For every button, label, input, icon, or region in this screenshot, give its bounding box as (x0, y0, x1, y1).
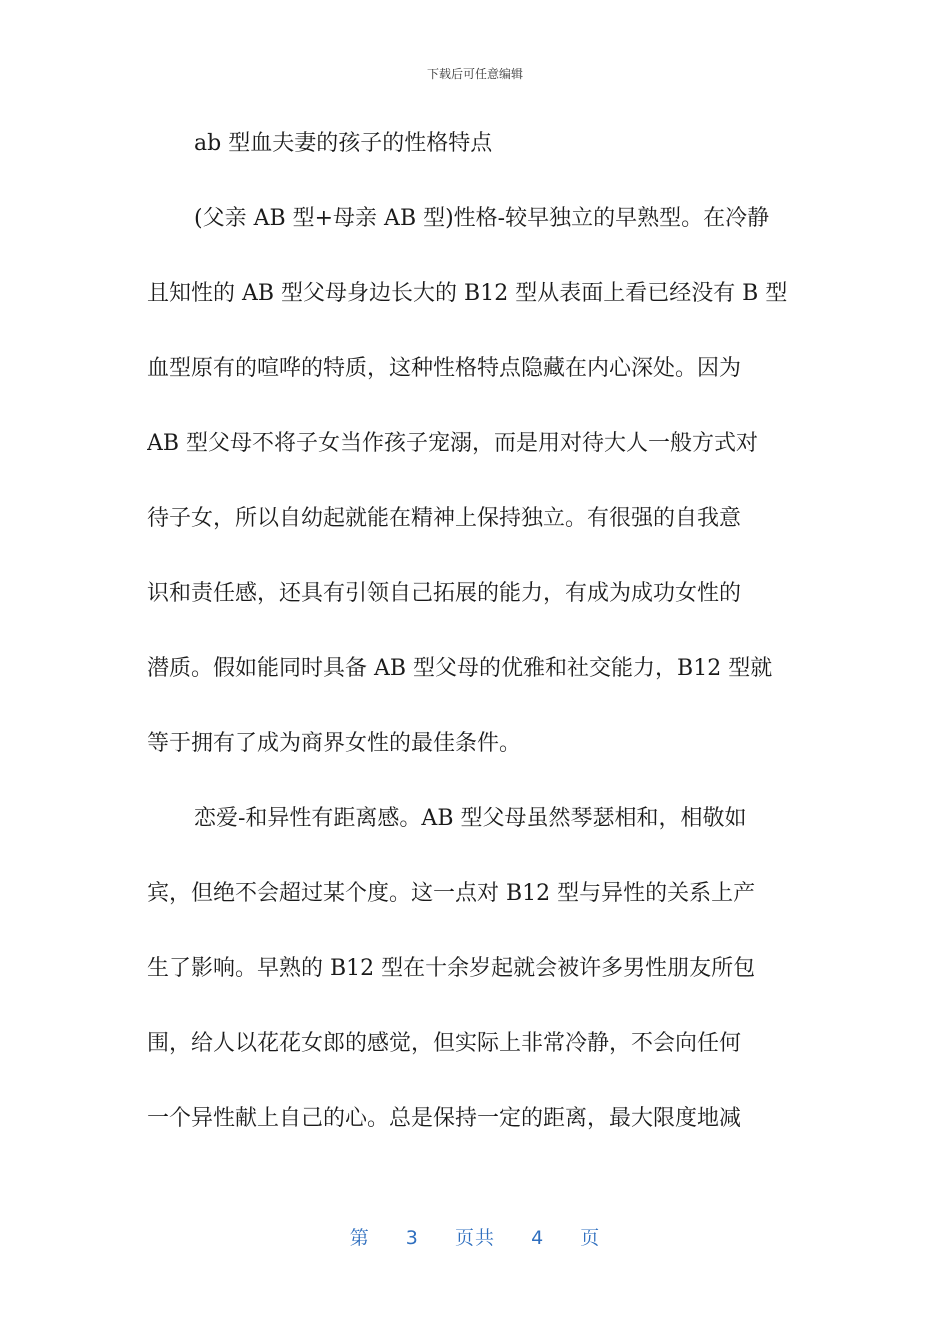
paragraph-1-line: (父亲 AB 型+母亲 AB 型)性格-较早独立的早熟型。在冷静 (194, 206, 770, 231)
paragraph-1-line: 等于拥有了成为商界女性的最佳条件。 (147, 731, 522, 756)
current-page-number: 3 (405, 1227, 419, 1249)
page-prefix: 第 (349, 1227, 370, 1249)
paragraph-1-line: AB 型父母不将子女当作孩子宠溺，而是用对待大人一般方式对 (147, 431, 759, 456)
page-header-note: 下载后可任意编辑 (426, 67, 523, 81)
document-body (147, 118, 797, 1168)
total-pages-number: 4 (531, 1227, 545, 1249)
page-word: 页共 (454, 1227, 495, 1249)
paragraph-1-line: 且知性的 AB 型父母身边长大的 B12 型从表面上看已经没有 B 型 (147, 281, 788, 306)
paragraph-1-line: 待子女，所以自幼起就能在精神上保持独立。有很强的自我意 (147, 506, 742, 531)
page-number-footer (0, 1224, 950, 1252)
paragraph-2-line: 恋爱-和异性有距离感。AB 型父母虽然琴瑟相和，相敬如 (194, 806, 747, 831)
paragraph-2-line: 一个异性献上自己的心。总是保持一定的距离，最大限度地减 (147, 1106, 742, 1131)
document-title: ab 型血夫妻的孩子的性格特点 (194, 131, 493, 156)
paragraph-2-line: 宾，但绝不会超过某个度。这一点对 B12 型与异性的关系上产 (147, 881, 756, 906)
paragraph-2-line: 围，给人以花花女郎的感觉，但实际上非常冷静，不会向任何 (147, 1031, 742, 1056)
paragraph-2-line: 生了影响。早熟的 B12 型在十余岁起就会被许多男性朋友所包 (147, 956, 756, 981)
paragraph-1-line: 血型原有的喧哗的特质，这种性格特点隐藏在内心深处。因为 (147, 356, 742, 381)
paragraph-1-line: 识和责任感，还具有引领自己拓展的能力，有成为成功女性的 (147, 581, 742, 606)
page-suffix: 页 (580, 1227, 601, 1249)
paragraph-1-line: 潜质。假如能同时具备 AB 型父母的优雅和社交能力，B12 型就 (147, 656, 773, 681)
